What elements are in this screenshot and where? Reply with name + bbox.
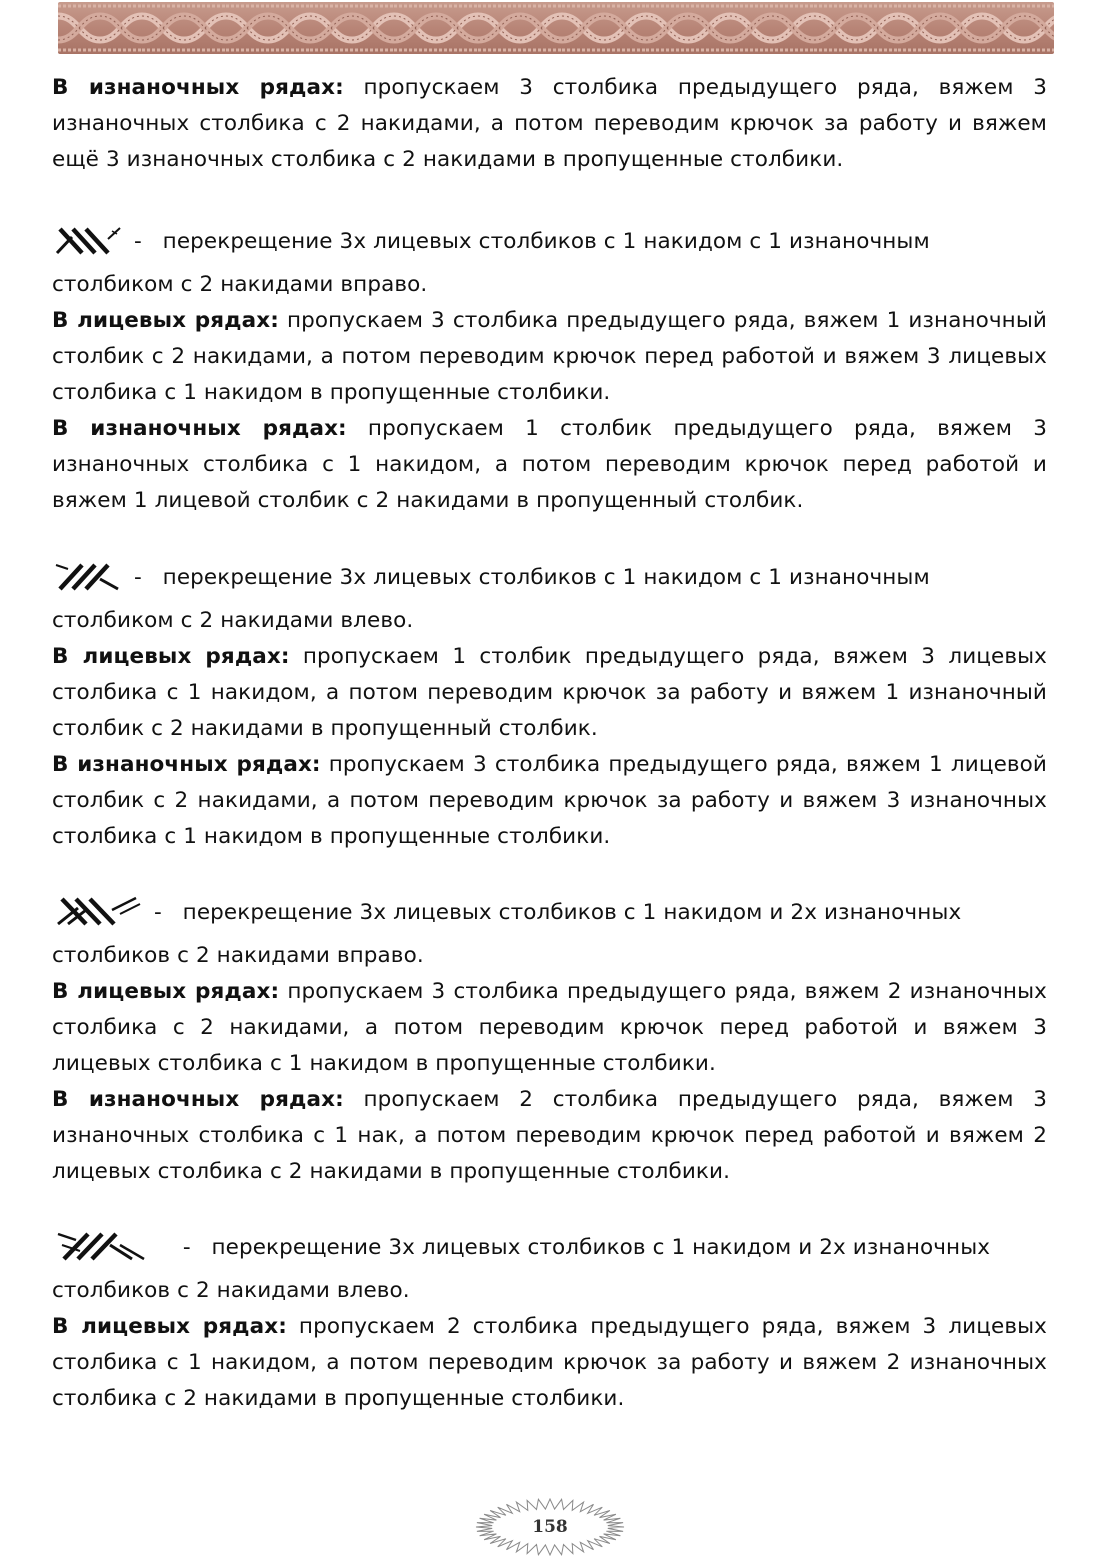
- back-rows-paragraph: [52, 747, 1047, 855]
- cable-3x1-left-icon: [52, 561, 124, 603]
- row-label: В лицевых рядах:: [52, 308, 279, 333]
- section-title: перекрещение 3х лицевых столбиков с 1 накидом с 1 изнаночным столбиком с 2 накидами влево.: [52, 565, 930, 633]
- section-cable-3x1-left: [52, 560, 1047, 855]
- section-heading: [52, 224, 1047, 303]
- cable-3x2-right-icon: [52, 896, 144, 938]
- row-text: пропускаем 1 столбик предыдущего ряда, вяжем 3 изнаночных столбика с 1 накидом, а потом переводим крючок перед работой и вяжем 1 лицевой столбик с 2 накидами в пропущенный столбик.: [52, 416, 1048, 513]
- row-text: пропускаем 3 столбика предыдущего ряда, вяжем 1 изнаночный столбик с 2 накидами, а потом переводим крючок перед работой и вяжем 3 лицевых столбика с 1 накидом в пропущенные столбики.: [52, 308, 1047, 405]
- back-rows-paragraph: [52, 411, 1047, 519]
- row-text: пропускаем 3 столбика предыдущего ряда, вяжем 2 изнаночных столбика с 2 накидами, а потом переводим крючок перед работой и вяжем 3 лицевых столбика с 1 накидом в пропущенные столбики.: [52, 979, 1047, 1076]
- front-rows-paragraph: [52, 1309, 1047, 1417]
- cable-3x2-left-icon: [52, 1231, 152, 1273]
- row-text: пропускаем 1 столбик предыдущего ряда, вяжем 3 лицевых столбика с 1 накидом, а потом переводим крючок за работу и вяжем 1 изнаночный столбик с 2 накидами в пропущенный столбик.: [52, 644, 1047, 741]
- row-label: В лицевых рядах:: [52, 979, 280, 1004]
- section-dash: -: [154, 900, 162, 925]
- row-label: В изнаночных рядах:: [52, 75, 344, 100]
- row-text: пропускаем 2 столбика предыдущего ряда, вяжем 3 изнаночных столбика с 1 нак, а потом переводим крючок перед работой и вяжем 2 лицевых столбика с 2 накидами в пропущенные столбики.: [52, 1087, 1047, 1184]
- section-heading: [52, 560, 1047, 639]
- page-number-badge: [474, 1498, 626, 1556]
- section-heading: [52, 1230, 1047, 1309]
- section-dash: -: [134, 565, 142, 590]
- row-label: В лицевых рядах:: [52, 1314, 287, 1339]
- row-label: В лицевых рядах:: [52, 644, 290, 669]
- page-number: 158: [532, 1517, 568, 1537]
- section-title: перекрещение 3х лицевых столбиков с 1 накидом и 2х изнаночных столбиков с 2 накидами влево.: [52, 1235, 991, 1303]
- cable-pattern-graphic: [58, 2, 1054, 54]
- front-rows-paragraph: [52, 639, 1047, 747]
- intro-block: [52, 70, 1047, 178]
- section-cable-3x2-right: [52, 895, 1047, 1190]
- cable-3x1-right-icon: [52, 225, 124, 267]
- row-label: В изнаночных рядах:: [52, 752, 321, 777]
- intro-paragraph: [52, 70, 1047, 178]
- section-title: перекрещение 3х лицевых столбиков с 1 накидом и 2х изнаночных столбиков с 2 накидами вправо.: [52, 900, 962, 968]
- section-dash: -: [134, 229, 142, 254]
- section-cable-3x1-right: [52, 224, 1047, 519]
- section-title: перекрещение 3х лицевых столбиков с 1 накидом с 1 изнаночным столбиком с 2 накидами вправо.: [52, 229, 930, 297]
- knitted-cable-banner: [58, 2, 1054, 54]
- row-label: В изнаночных рядах:: [52, 416, 347, 441]
- section-cable-3x2-left: [52, 1230, 1047, 1417]
- section-dash: -: [182, 1235, 191, 1260]
- front-rows-paragraph: [52, 974, 1047, 1082]
- front-rows-paragraph: [52, 303, 1047, 411]
- row-label: В изнаночных рядах:: [52, 1087, 344, 1112]
- row-text: пропускаем 3 столбика предыдущего ряда, вяжем 3 изнаночных столбика с 2 накидами, а потом переводим крючок за работу и вяжем ещё 3 изнаночных столбика с 2 накидами в пропущенные столбики.: [52, 75, 1047, 172]
- row-text: пропускаем 3 столбика предыдущего ряда, вяжем 1 лицевой столбик с 2 накидами, а потом переводим крючок за работу и вяжем 3 изнаночных столбика с 1 накидом в пропущенные столбики.: [52, 752, 1048, 849]
- section-heading: [52, 895, 1047, 974]
- back-rows-paragraph: [52, 1082, 1047, 1190]
- row-text: пропускаем 2 столбика предыдущего ряда, вяжем 3 лицевых столбика с 1 накидом, а потом переводим крючок за работу и вяжем 2 изнаночных столбика с 2 накидами в пропущенные столбики.: [52, 1314, 1047, 1411]
